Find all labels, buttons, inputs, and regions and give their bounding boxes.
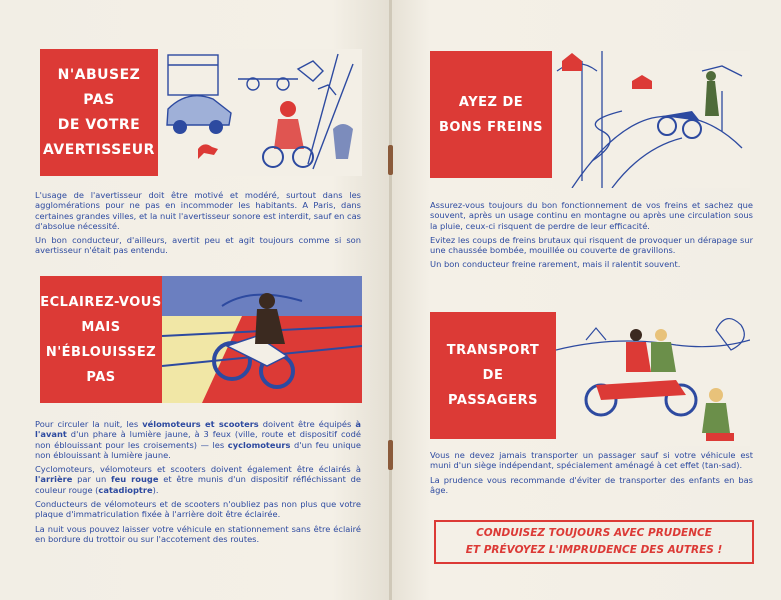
paragraph: Evitez les coups de freins brutaux qui risquent de provoquer un dérapage sur une chaussée bombée, mouillée ou couverte de gravillons. bbox=[430, 234, 753, 256]
brakes-text bbox=[430, 200, 753, 274]
passengers-text bbox=[430, 450, 753, 499]
title-line: MAIS bbox=[81, 319, 121, 335]
title-line: AYEZ DE bbox=[458, 94, 524, 110]
paragraph: La prudence vous recommande d'éviter de transporter des enfants en bas âge. bbox=[430, 474, 753, 495]
text-run: Cyclomoteurs, vélomoteurs et scooters doivent également être éclairés à bbox=[35, 464, 361, 475]
title-line: ECLAIREZ-VOUS bbox=[40, 294, 162, 310]
paragraph: L'usage de l'avertisseur doit être motivé et modéré, surtout dans les agglomérations pour ne pas en incommoder les habitants. A Paris, dans certaines grandes villes, et la nuit l'avertisseur sonore est interdit, sauf en cas d'absolue nécessité. bbox=[35, 190, 361, 231]
title-passengers-box bbox=[430, 312, 556, 439]
title-horn-box bbox=[40, 49, 158, 176]
horn-text bbox=[35, 190, 361, 260]
title-line: PAS bbox=[86, 369, 116, 385]
paragraph: Vous ne devez jamais transporter un passager sauf si votre véhicule est muni d'un siège indépendant, spécialement aménagé à cet effet (tan-sad). bbox=[430, 450, 753, 471]
paragraph bbox=[35, 419, 361, 460]
text-run: doivent être équipés bbox=[258, 419, 356, 429]
paragraph: La nuit vous pouvez laisser votre véhicule en stationnement sans être éclairé en bordure du trottoir ou sur l'accotement des routes. bbox=[35, 523, 361, 544]
emphasis: catadioptre bbox=[98, 484, 153, 495]
emphasis: cyclomoteurs bbox=[227, 439, 291, 450]
street-scene-illustration bbox=[158, 49, 362, 176]
text-run: d'un feu unique non éblouissant à lumière jaune. bbox=[35, 439, 361, 460]
title-line: DE bbox=[482, 368, 504, 383]
skid-illustration bbox=[552, 51, 750, 188]
staple-bottom bbox=[388, 440, 393, 470]
emphasis: à l'avant bbox=[35, 419, 361, 440]
title-line: AVERTISSEUR bbox=[43, 141, 155, 158]
title-line: BONS FREINS bbox=[438, 119, 544, 135]
emphasis: feu rouge bbox=[111, 474, 159, 485]
staple-top bbox=[388, 145, 393, 175]
emphasis: vélomoteurs et scooters bbox=[142, 419, 259, 429]
text-run: Pour circuler la nuit, les bbox=[35, 419, 143, 429]
emphasis: l'arrière bbox=[35, 474, 73, 485]
text-run: et être munis d'un dispositif réfléchissant de couleur rouge ( bbox=[35, 474, 362, 495]
passenger-illustration bbox=[556, 300, 750, 446]
paragraph: Un bon conducteur, d'ailleurs, avertit peu et agit toujours comme si son avertisseur n'était pas entendu. bbox=[35, 235, 361, 256]
motto-line: ET PRÉVOYEZ L'IMPRUDENCE DES AUTRES ! bbox=[465, 544, 723, 556]
text-run: ). bbox=[152, 484, 159, 495]
title-lights-box bbox=[40, 276, 162, 403]
title-line: N'ABUSEZ bbox=[57, 66, 141, 83]
title-line: N'ÉBLOUISSEZ bbox=[45, 344, 157, 360]
safety-motto-box bbox=[434, 520, 754, 564]
text-run: par un bbox=[72, 474, 111, 485]
title-brakes-box bbox=[430, 51, 552, 178]
night-motorbike-illustration bbox=[162, 276, 362, 403]
paragraph: Conducteurs de vélomoteurs et de scooters n'oubliez pas non plus que votre plaque d'immatriculation fixée à l'arrière doit être éclairée. bbox=[35, 499, 361, 520]
lighting-text bbox=[35, 419, 361, 548]
title-line: PASSAGERS bbox=[447, 393, 539, 408]
title-line: PAS bbox=[83, 91, 115, 108]
title-line: TRANSPORT bbox=[446, 343, 540, 358]
paragraph: Un bon conducteur freine rarement, mais il ralentit souvent. bbox=[430, 259, 681, 270]
paragraph: Assurez-vous toujours du bon fonctionnement de vos freins et sachez que souvent, après un usage continu en montagne ou après une circulation sous la pluie, ceux-ci risquent de perdre de leur efficacité. bbox=[430, 200, 753, 231]
text-run: d'un phare à lumière jaune, à 3 feux (ville, route et dispositif codé non éblouissant pour les croisements) — les bbox=[35, 429, 361, 450]
page-fold bbox=[389, 0, 392, 600]
title-line: DE VOTRE bbox=[57, 116, 141, 133]
paragraph bbox=[35, 464, 361, 495]
motto-line: CONDUISEZ TOUJOURS AVEC PRUDENCE bbox=[476, 527, 712, 539]
